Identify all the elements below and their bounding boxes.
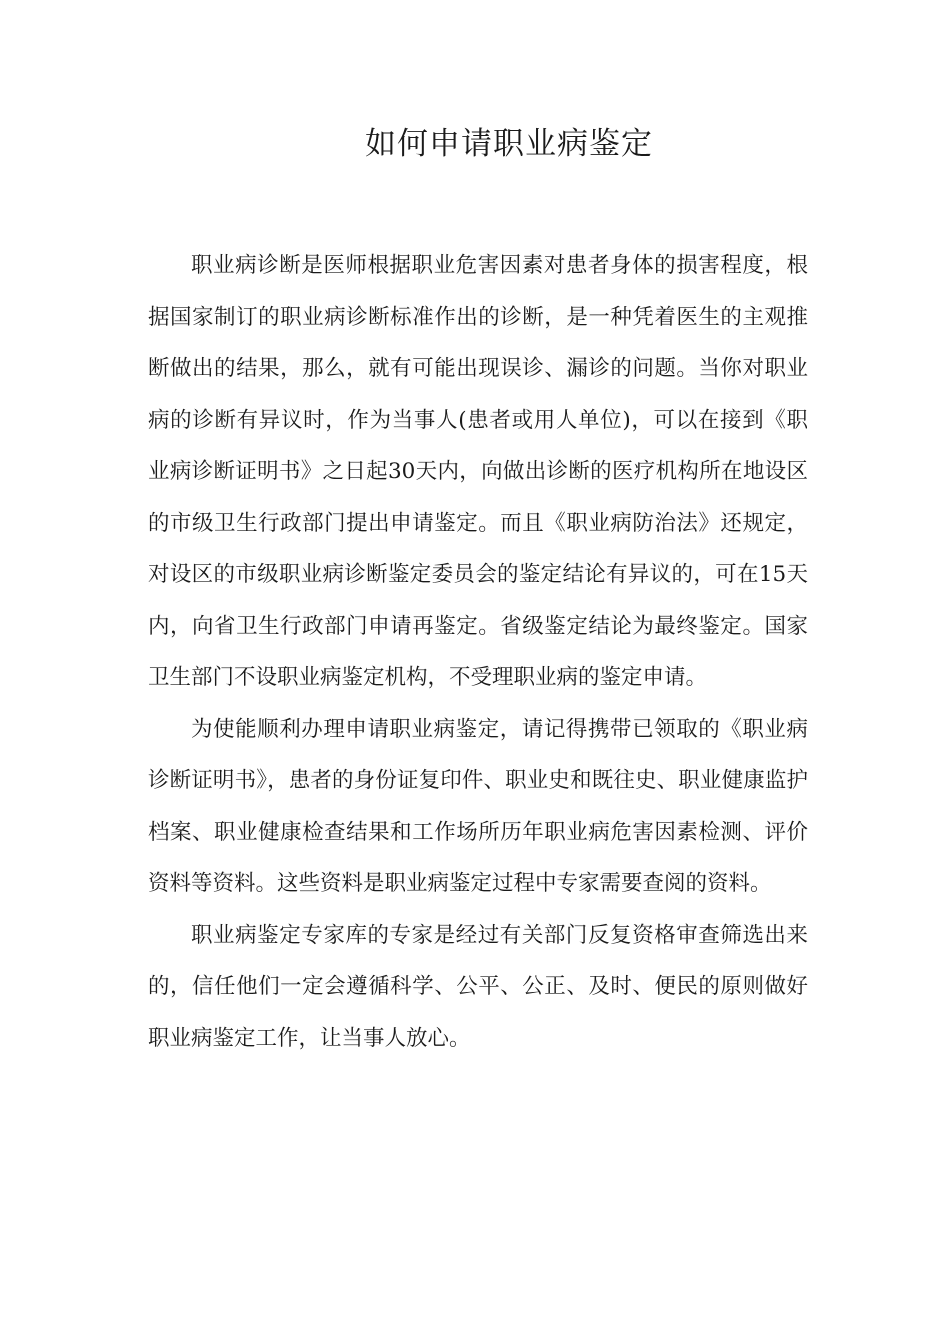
- paragraph-expert-panel: 职业病鉴定专家库的专家是经过有关部门反复资格审查筛选出来的，信任他们一定会遵循科学、公平、公正、及时、便民的原则做好职业病鉴定工作，让当事人放心。: [148, 922, 808, 1051]
- document-title: 如何申请职业病鉴定: [365, 126, 653, 162]
- paragraph-diagnosis-appeal: 职业病诊断是医师根据职业危害因素对患者身体的损害程度，根据国家制订的职业病诊断标准作出的诊断，是一种凭着医生的主观推断做出的结果，那么，就有可能出现误诊、漏诊的问题。当你对职业病的诊断有异议时，作为当事人(患者或用人单位)，可以在接到《职业病诊断证明书》之日起30天内，向做出诊断的医疗机构所在地设区的市级卫生行政部门提出申请鉴定。而且《职业病防治法》还规定，对设区的市级职业病诊断鉴定委员会的鉴定结论有异议的，可在15天内，向省卫生行政部门申请再鉴定。省级鉴定结论为最终鉴定。国家卫生部门不设职业病鉴定机构，不受理职业病的鉴定申请。: [148, 253, 808, 690]
- document-body: [148, 240, 808, 1064]
- paragraph-required-materials: 为使能顺利办理申请职业病鉴定，请记得携带已领取的《职业病诊断证明书》，患者的身份证复印件、职业史和既往史、职业健康监护档案、职业健康检查结果和工作场所历年职业病危害因素检测、评价资料等资料。这些资料是职业病鉴定过程中专家需要查阅的资料。: [148, 716, 808, 896]
